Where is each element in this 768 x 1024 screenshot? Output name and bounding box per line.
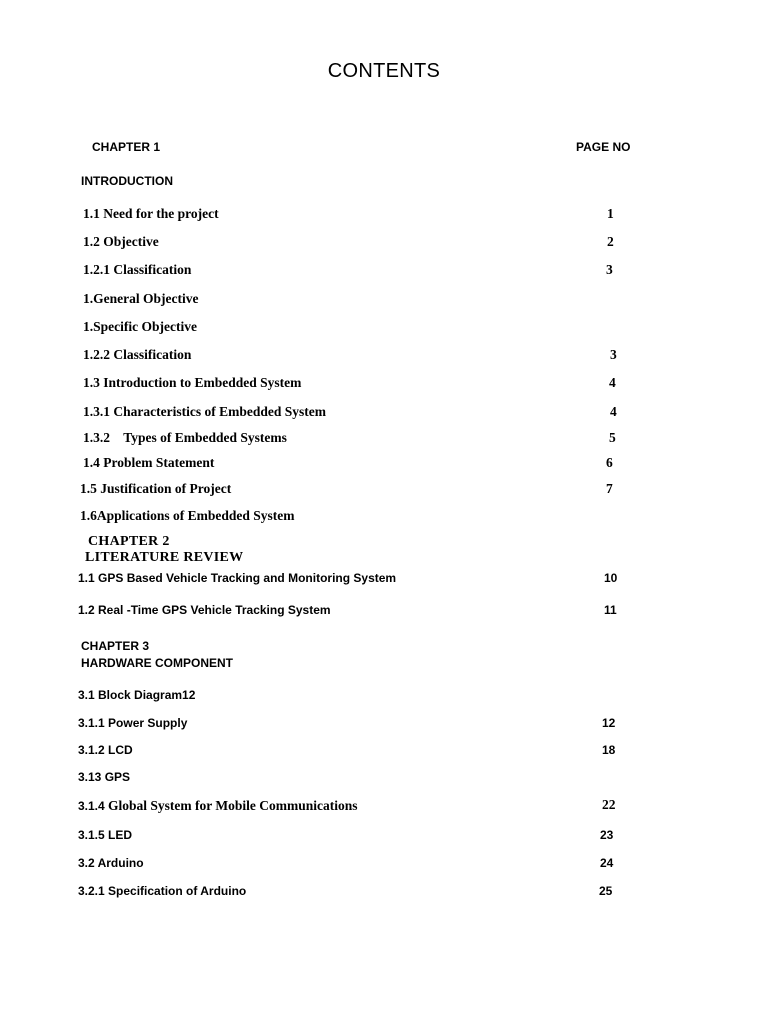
toc-entry-page: 23 xyxy=(600,828,614,842)
toc-entry-page: 3 xyxy=(610,347,617,362)
toc-entry-text: 1.General Objective xyxy=(83,291,199,306)
toc-entry-text: 1.2 Real -Time GPS Vehicle Tracking System xyxy=(78,603,331,617)
toc-entry-text: 3.1.2 LCD xyxy=(78,743,133,757)
toc-entry-text: 1.2.2 Classification xyxy=(83,347,192,362)
toc-entry-text: 1.Specific Objective xyxy=(83,319,197,334)
page-title: CONTENTS xyxy=(327,60,441,82)
toc-entry-page: 2 xyxy=(607,234,614,249)
chapter-3-label: CHAPTER 3 xyxy=(81,639,150,653)
toc-entry-page: 18 xyxy=(602,743,616,757)
toc-entry-text: 1.2 Objective xyxy=(83,234,159,249)
page-no-header: PAGE NO xyxy=(576,140,631,154)
toc-entry-page: 11 xyxy=(604,603,617,617)
toc-entry-page: 1 xyxy=(607,206,614,221)
chapter-1-label: CHAPTER 1 xyxy=(92,140,161,154)
toc-entry-page: 3 xyxy=(606,262,613,277)
toc-entry-text: 1.3 Introduction to Embedded System xyxy=(83,375,302,390)
toc-entry-text: 1.3.1 Characteristics of Embedded System xyxy=(83,404,326,419)
toc-entry-text: 1.1 Need for the project xyxy=(83,206,219,221)
chapter-1-heading: INTRODUCTION xyxy=(81,174,173,188)
chapter-3-heading: HARDWARE COMPONENT xyxy=(81,656,233,670)
toc-entry-text: 1.5 Justification of Project xyxy=(80,481,232,496)
toc-entry-page: 22 xyxy=(602,797,616,812)
toc-entry-text: 3.1.5 LED xyxy=(78,828,133,842)
chapter-2-heading: LITERATURE REVIEW xyxy=(85,550,244,565)
toc-entry-page: 12 xyxy=(602,716,616,730)
toc-entry-page: 5 xyxy=(609,430,616,445)
toc-entry-page: 6 xyxy=(606,455,613,470)
toc-entry-text: 3.2.1 Specification of Arduino xyxy=(78,884,247,898)
toc-entry-page: 10 xyxy=(604,571,618,585)
toc-entry-page: 4 xyxy=(609,375,616,390)
toc-entry-text: 1.4 Problem Statement xyxy=(83,455,215,470)
toc-entry-page: 7 xyxy=(606,481,613,496)
toc-entry-text: 3.1.1 Power Supply xyxy=(78,716,188,730)
toc-entry-text: 1.2.1 Classification xyxy=(83,262,192,277)
toc-entry-text xyxy=(78,798,358,814)
toc-entry-title: Global System for Mobile Communications xyxy=(108,798,358,813)
toc-entry-text: 1.6Applications of Embedded System xyxy=(80,508,295,523)
toc-entry-text: 1.1 GPS Based Vehicle Tracking and Monitoring System xyxy=(78,571,397,585)
toc-entry-number: 3.1.4 xyxy=(78,799,109,813)
toc-entry-text: 1.3.2 Types of Embedded Systems xyxy=(83,430,287,445)
toc-entry-text: 3.2 Arduino xyxy=(78,856,144,870)
toc-entry-text: 3.13 GPS xyxy=(78,770,131,784)
chapter-2-label: CHAPTER 2 xyxy=(88,534,170,549)
toc-entry-page: 24 xyxy=(600,856,614,870)
toc-entry-page: 4 xyxy=(610,404,617,419)
toc-entry-text: 3.1 Block Diagram12 xyxy=(78,688,196,702)
toc-entry-page: 25 xyxy=(599,884,613,898)
